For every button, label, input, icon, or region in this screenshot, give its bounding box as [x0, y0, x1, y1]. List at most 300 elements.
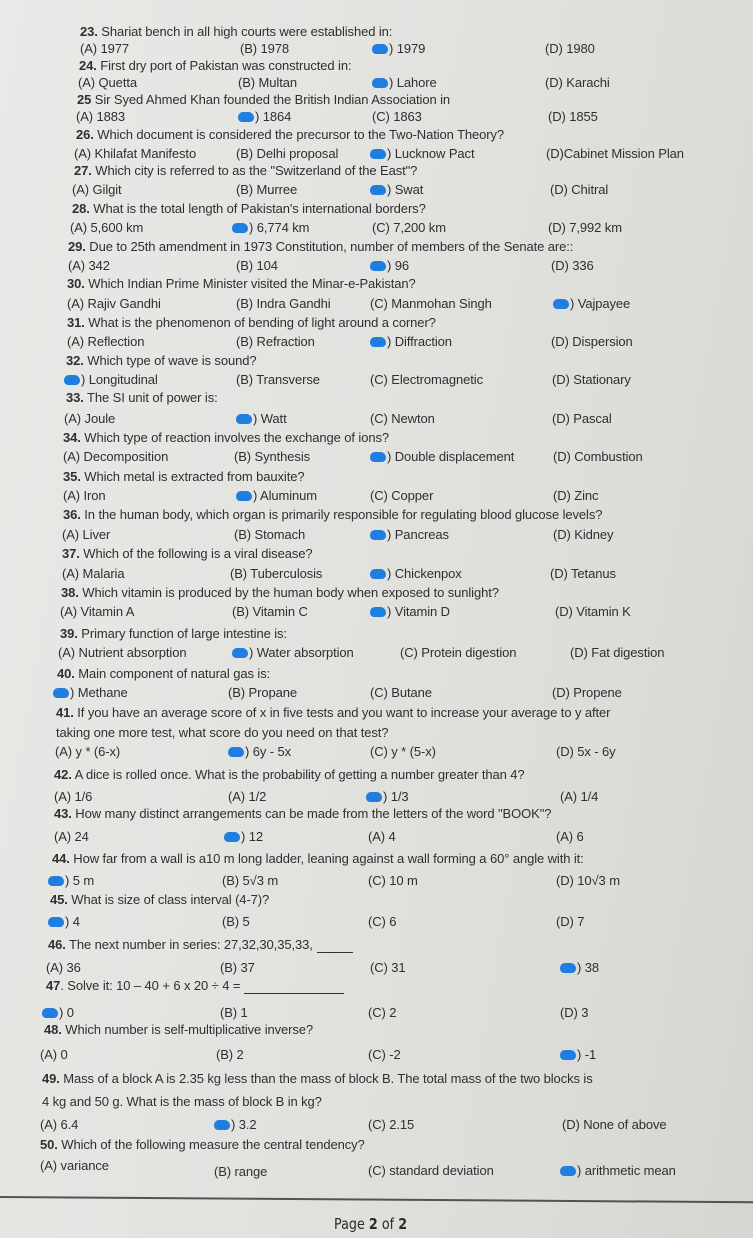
selected-answer-mark-icon — [370, 337, 386, 347]
question-28-option-b[interactable] — [232, 220, 309, 235]
question-40-option-d[interactable] — [552, 685, 622, 700]
option-label: (A) 4 — [368, 829, 396, 844]
question-42-text — [54, 767, 525, 782]
option-label: (A) 6 — [556, 829, 584, 844]
question-number: 38. — [61, 585, 79, 600]
option-label: ) Watt — [253, 411, 287, 426]
option-label: (A) variance — [40, 1158, 109, 1173]
option-label: (D) 1980 — [545, 41, 595, 56]
question-number: 40. — [57, 666, 75, 681]
question-31-option-a[interactable] — [67, 334, 144, 349]
question-24-option-d[interactable] — [545, 75, 610, 90]
question-36-option-c[interactable] — [370, 527, 449, 542]
option-label: (A) 342 — [68, 258, 110, 273]
question-33-option-d[interactable] — [552, 411, 612, 426]
question-26-option-d[interactable] — [546, 146, 684, 161]
question-41-option-d[interactable] — [556, 744, 616, 759]
question-stem: Shariat bench in all high courts were established in: — [97, 24, 393, 39]
question-stem: Which of the following is a viral disease? — [79, 546, 313, 561]
option-label: (B) Stomach — [234, 527, 306, 542]
question-24-option-b[interactable] — [238, 75, 297, 90]
question-37-option-a[interactable] — [62, 566, 124, 581]
question-44-option-a[interactable] — [48, 873, 94, 888]
option-label: (D) 336 — [551, 258, 594, 273]
question-46-option-a[interactable] — [46, 960, 81, 975]
question-27-option-c[interactable] — [370, 182, 423, 197]
question-23-text — [80, 24, 392, 39]
question-stem: Mass of a block A is 2.35 kg less than the mass of block B. The total mass of the two blocks is — [59, 1071, 593, 1086]
page-footer — [334, 1215, 407, 1233]
option-label: (A) Joule — [64, 411, 116, 426]
question-47-option-c[interactable] — [368, 1005, 396, 1020]
option-label: (D) Fat digestion — [570, 645, 665, 660]
question-34-option-a[interactable] — [63, 449, 168, 464]
question-stem: How many distinct arrangements can be made from the letters of the word "BOOK"? — [71, 806, 552, 821]
option-label: (D) 5x - 6y — [556, 744, 616, 759]
selected-answer-mark-icon — [370, 261, 386, 271]
option-label: (D) Pascal — [552, 411, 612, 426]
question-24-option-c[interactable] — [372, 75, 437, 90]
question-41-option-b[interactable] — [228, 744, 291, 759]
question-27-option-a[interactable] — [72, 182, 122, 197]
question-42-option-a[interactable] — [54, 789, 92, 804]
option-label: ) Water absorption — [249, 645, 354, 660]
question-48-text — [44, 1022, 313, 1037]
question-35-option-c[interactable] — [370, 488, 433, 503]
selected-answer-mark-icon — [560, 1050, 576, 1060]
question-25-option-a[interactable] — [76, 109, 125, 124]
option-label: (C) 6 — [368, 914, 397, 929]
question-stem: Which Indian Prime Minister visited the Minar-e-Pakistan? — [84, 276, 416, 291]
option-label: ) 6,774 km — [249, 220, 310, 235]
question-38-option-c[interactable] — [370, 604, 450, 619]
selected-answer-mark-icon — [366, 792, 382, 802]
question-number: 24. — [79, 58, 97, 73]
option-label: (C) -2 — [368, 1047, 401, 1062]
question-43-text — [54, 806, 551, 821]
question-44-option-b[interactable] — [222, 873, 278, 888]
selected-answer-mark-icon — [224, 832, 240, 842]
option-label: ) Swat — [387, 182, 424, 197]
option-label: (C) y * (5-x) — [370, 744, 436, 759]
option-label: ) Lucknow Pact — [387, 146, 475, 161]
option-label: (A) Khilafat Manifesto — [74, 146, 197, 161]
option-label: (A) Nutrient absorption — [58, 645, 187, 660]
option-label: (D) Chitral — [550, 182, 609, 197]
option-label: ) -1 — [577, 1047, 597, 1062]
selected-answer-mark-icon — [53, 688, 69, 698]
question-47-option-a[interactable] — [42, 1005, 74, 1020]
question-number: 28. — [72, 201, 90, 216]
question-30-option-b[interactable] — [236, 296, 331, 311]
question-46-text — [48, 937, 353, 953]
option-label: (A) Quetta — [78, 75, 137, 90]
selected-answer-mark-icon — [370, 452, 386, 462]
option-label: ) Aluminum — [253, 488, 318, 503]
question-stem: If you have an average score of x in five tests and you want to increase your average to y after — [73, 705, 611, 720]
footer-prefix: Page — [334, 1215, 369, 1233]
option-label: (C) standard deviation — [368, 1163, 494, 1178]
question-45-text — [50, 892, 269, 907]
question-43-option-d[interactable] — [556, 829, 584, 844]
selected-answer-mark-icon — [236, 414, 252, 424]
question-number: 48. — [44, 1022, 62, 1037]
question-42-option-b[interactable] — [228, 789, 266, 804]
question-34-option-d[interactable] — [553, 449, 643, 464]
option-label: (B) Multan — [238, 75, 297, 90]
question-stem: Which metal is extracted from bauxite? — [80, 469, 305, 484]
question-number: 42. — [54, 767, 72, 782]
question-number: 49. — [42, 1071, 60, 1086]
question-35-option-a[interactable] — [63, 488, 106, 503]
question-stem: . Solve it: 10 – 40 + 6 x 20 ÷ 4 = — [60, 978, 241, 993]
question-27-text — [74, 163, 417, 178]
question-50-text — [40, 1137, 365, 1152]
question-number: 25 — [77, 92, 92, 107]
selected-answer-mark-icon — [370, 607, 386, 617]
option-label: (D) Tetanus — [550, 566, 616, 581]
option-label: (A) Rajiv Gandhi — [67, 296, 161, 311]
question-stem: What is the total length of Pakistan's international borders? — [89, 201, 426, 216]
question-stem: Which vitamin is produced by the human body when exposed to sunlight? — [78, 585, 499, 600]
question-stem: The next number in series: 27,32,30,35,33, — [65, 937, 313, 952]
question-stem: First dry port of Pakistan was constructed in: — [96, 58, 352, 73]
question-26-option-a[interactable] — [74, 146, 196, 161]
question-35-option-d[interactable] — [553, 488, 598, 503]
option-label: (B) Murree — [236, 182, 298, 197]
option-label: (D) 1855 — [548, 109, 598, 124]
question-39-text — [60, 626, 287, 641]
question-29-text — [68, 239, 573, 254]
option-label: (A) Gilgit — [72, 182, 122, 197]
option-label: (B) Synthesis — [234, 449, 311, 464]
question-48-option-c[interactable] — [368, 1047, 401, 1062]
question-37-option-d[interactable] — [550, 566, 616, 581]
question-33-option-b[interactable] — [236, 411, 287, 426]
question-48-option-d[interactable] — [560, 1047, 596, 1062]
option-label: ) 4 — [65, 914, 80, 929]
option-label: (B) 5 — [222, 914, 250, 929]
option-label: (D) Kidney — [553, 527, 614, 542]
question-30-option-a[interactable] — [67, 296, 161, 311]
option-label: ) 38 — [577, 960, 600, 975]
option-label: (B) Indra Gandhi — [236, 296, 331, 311]
option-label: (A) Reflection — [67, 334, 145, 349]
question-23-option-d[interactable] — [545, 41, 595, 56]
question-41-option-a[interactable] — [55, 744, 120, 759]
option-label: (B) Tuberculosis — [230, 566, 323, 581]
question-29-option-a[interactable] — [68, 258, 110, 273]
option-label: ) arithmetic mean — [577, 1163, 676, 1178]
option-label: ) 1/3 — [383, 789, 409, 804]
footer-of: of — [377, 1215, 399, 1233]
question-44-text — [52, 851, 584, 866]
option-label: (B) 1 — [220, 1005, 248, 1020]
option-label: (A) 1/4 — [560, 789, 599, 804]
question-38-text — [61, 585, 499, 600]
question-number: 41. — [56, 705, 74, 720]
question-number: 31. — [67, 315, 85, 330]
question-49-option-c[interactable] — [368, 1117, 414, 1132]
question-38-option-d[interactable] — [555, 604, 631, 619]
question-31-option-d[interactable] — [551, 334, 633, 349]
option-label: ) Chickenpox — [387, 566, 462, 581]
question-30-option-c[interactable] — [370, 296, 492, 311]
question-27-option-d[interactable] — [550, 182, 608, 197]
option-label: (D) 7 — [556, 914, 585, 929]
question-34-option-b[interactable] — [234, 449, 310, 464]
selected-answer-mark-icon — [48, 876, 64, 886]
option-label: ) Lahore — [389, 75, 437, 90]
option-label: ) 6y - 5x — [245, 744, 292, 759]
question-27-option-b[interactable] — [236, 182, 297, 197]
question-31-option-b[interactable] — [236, 334, 315, 349]
option-label: ) Diffraction — [387, 334, 452, 349]
question-stem: In the human body, which organ is primarily responsible for regulating blood glucose levels? — [80, 507, 603, 522]
option-label: (A) y * (6-x) — [55, 744, 121, 759]
option-label: ) 5 m — [65, 873, 95, 888]
option-label: (A) 36 — [46, 960, 81, 975]
option-label: (D)Cabinet Mission Plan — [546, 146, 684, 161]
question-number: 44. — [52, 851, 70, 866]
question-number: 35. — [63, 469, 81, 484]
question-50-option-a[interactable] — [40, 1158, 109, 1173]
question-stem: What is size of class interval (4-7)? — [67, 892, 270, 907]
question-stem: Which type of reaction involves the exchange of ions? — [80, 430, 390, 445]
question-34-option-c[interactable] — [370, 449, 514, 464]
option-label: (D) Dispersion — [551, 334, 633, 349]
option-label: (B) Refraction — [236, 334, 315, 349]
question-number: 30. — [67, 276, 85, 291]
question-24-option-a[interactable] — [78, 75, 137, 90]
question-43-option-a[interactable] — [54, 829, 89, 844]
question-34-text — [63, 430, 389, 445]
question-number: 50. — [40, 1137, 58, 1152]
question-31-text — [67, 315, 436, 330]
question-38-option-a[interactable] — [60, 604, 134, 619]
question-35-option-b[interactable] — [236, 488, 317, 503]
question-41-text — [56, 705, 610, 720]
question-23-option-a[interactable] — [80, 41, 129, 56]
question-39-option-d[interactable] — [570, 645, 664, 660]
question-45-option-a[interactable] — [48, 914, 80, 929]
question-48-option-b[interactable] — [216, 1047, 244, 1062]
question-43-option-b[interactable] — [224, 829, 263, 844]
question-33-option-c[interactable] — [370, 411, 435, 426]
question-49-text-continued: 4 kg and 50 g. What is the mass of block B in kg? — [42, 1094, 322, 1109]
question-48-option-a[interactable] — [40, 1047, 68, 1062]
question-50-option-d[interactable] — [560, 1163, 676, 1178]
question-29-option-d[interactable] — [551, 258, 594, 273]
question-stem: Which of the following measure the central tendency? — [57, 1137, 365, 1152]
selected-answer-mark-icon — [560, 963, 576, 973]
option-label: (B) 1978 — [240, 41, 290, 56]
question-25-option-c[interactable] — [372, 109, 422, 124]
selected-answer-mark-icon — [214, 1120, 230, 1130]
option-label: (D) 7,992 km — [548, 220, 622, 235]
question-23-option-c[interactable] — [372, 41, 425, 56]
question-37-option-b[interactable] — [230, 566, 322, 581]
option-label: ) Vitamin D — [387, 604, 450, 619]
option-label: (C) Newton — [370, 411, 435, 426]
selected-answer-mark-icon — [232, 648, 248, 658]
selected-answer-mark-icon — [372, 78, 388, 88]
question-26-option-c[interactable] — [370, 146, 474, 161]
option-label: ) Methane — [70, 685, 128, 700]
option-label: (D) Vitamin K — [555, 604, 631, 619]
question-49-option-b[interactable] — [214, 1117, 257, 1132]
option-label: (A) Decomposition — [63, 449, 169, 464]
question-39-option-b[interactable] — [232, 645, 354, 660]
question-36-option-d[interactable] — [553, 527, 613, 542]
option-label: ) 96 — [387, 258, 410, 273]
question-stem: What is the phenomenon of bending of light around a corner? — [84, 315, 436, 330]
question-36-option-a[interactable] — [62, 527, 110, 542]
selected-answer-mark-icon — [560, 1166, 576, 1176]
question-31-option-c[interactable] — [370, 334, 452, 349]
question-23-option-b[interactable] — [240, 41, 289, 56]
question-36-text — [63, 507, 602, 522]
question-39-option-a[interactable] — [58, 645, 186, 660]
option-label: (A) Iron — [63, 488, 106, 503]
option-label: (B) range — [214, 1164, 268, 1179]
question-45-option-b[interactable] — [222, 914, 250, 929]
question-number: 46. — [48, 937, 66, 952]
question-29-option-c[interactable] — [370, 258, 409, 273]
question-25-option-d[interactable] — [548, 109, 598, 124]
question-33-text — [66, 390, 218, 405]
question-28-option-a[interactable] — [70, 220, 143, 235]
question-44-option-d[interactable] — [556, 873, 620, 888]
option-label: ) 0 — [59, 1005, 74, 1020]
question-stem: Due to 25th amendment in 1973 Constitution, number of members of the Senate are:: — [85, 239, 574, 254]
question-46-option-c[interactable] — [370, 960, 406, 975]
question-37-option-c[interactable] — [370, 566, 462, 581]
question-45-option-d[interactable] — [556, 914, 584, 929]
option-label: (B) Vitamin C — [232, 604, 308, 619]
question-number: 34. — [63, 430, 81, 445]
selected-answer-mark-icon — [553, 299, 569, 309]
question-stem: Sir Syed Ahmed Khan founded the British Indian Association in — [91, 92, 451, 107]
option-label: (A) 5,600 km — [70, 220, 144, 235]
question-47-option-b[interactable] — [220, 1005, 248, 1020]
option-label: (C) 1863 — [372, 109, 422, 124]
question-28-text — [72, 201, 426, 216]
question-number: 37. — [62, 546, 80, 561]
question-49-option-a[interactable] — [40, 1117, 78, 1132]
selected-answer-mark-icon — [228, 747, 244, 757]
question-41-option-c[interactable] — [370, 744, 436, 759]
answer-blank — [244, 978, 344, 994]
question-25-option-b[interactable] — [238, 109, 291, 124]
question-number: 26. — [76, 127, 94, 142]
question-47-option-d[interactable] — [560, 1005, 588, 1020]
question-stem: How far from a wall is a10 m long ladder, leaning against a wall forming a 60° angle with it: — [69, 851, 584, 866]
question-24-text — [79, 58, 351, 73]
option-label: (A) 1883 — [76, 109, 126, 124]
option-label: (B) 37 — [220, 960, 255, 975]
option-label: (A) 1977 — [80, 41, 130, 56]
question-29-option-b[interactable] — [236, 258, 278, 273]
question-36-option-b[interactable] — [234, 527, 305, 542]
selected-answer-mark-icon — [48, 917, 64, 927]
question-44-option-c[interactable] — [368, 873, 418, 888]
footer-page-number: 2 — [368, 1215, 378, 1233]
question-46-option-b[interactable] — [220, 960, 255, 975]
question-50-option-b[interactable] — [214, 1164, 267, 1179]
question-49-option-d[interactable] — [562, 1117, 667, 1132]
option-label: (D) Stationary — [552, 372, 631, 387]
question-28-option-d[interactable] — [548, 220, 622, 235]
question-number: 27. — [74, 163, 92, 178]
question-26-option-b[interactable] — [236, 146, 338, 161]
question-46-option-d[interactable] — [560, 960, 599, 975]
question-30-option-d[interactable] — [553, 296, 630, 311]
question-47-text — [46, 978, 344, 994]
question-40-option-a[interactable] — [53, 685, 128, 700]
question-49-text — [42, 1071, 593, 1086]
option-label: (A) 1/2 — [228, 789, 267, 804]
option-label: (C) 2.15 — [368, 1117, 415, 1132]
option-label: (C) 10 m — [368, 873, 418, 888]
option-label: ) Vajpayee — [570, 296, 631, 311]
question-38-option-b[interactable] — [232, 604, 308, 619]
question-32-option-c[interactable] — [370, 372, 483, 387]
option-label: (D) 3 — [560, 1005, 589, 1020]
option-label: (C) Manmohan Singh — [370, 296, 492, 311]
option-label: (B) 104 — [236, 258, 278, 273]
option-label: (A) 24 — [54, 829, 89, 844]
question-32-option-b[interactable] — [236, 372, 320, 387]
option-label: ) Longitudinal — [81, 372, 158, 387]
question-number: 36. — [63, 507, 81, 522]
selected-answer-mark-icon — [236, 491, 252, 501]
option-label: ) 12 — [241, 829, 264, 844]
question-45-option-c[interactable] — [368, 914, 396, 929]
question-32-option-d[interactable] — [552, 372, 631, 387]
selected-answer-mark-icon — [370, 530, 386, 540]
question-stem: Main component of natural gas is: — [74, 666, 271, 681]
option-label: ) Pancreas — [387, 527, 449, 542]
question-stem: Which type of wave is sound? — [83, 353, 257, 368]
question-42-option-c[interactable] — [366, 789, 409, 804]
question-number: 32. — [66, 353, 84, 368]
question-stem: Primary function of large intestine is: — [77, 626, 287, 641]
option-label: (B) Transverse — [236, 372, 320, 387]
question-33-option-a[interactable] — [64, 411, 115, 426]
question-43-option-c[interactable] — [368, 829, 396, 844]
question-40-text — [57, 666, 270, 681]
selected-answer-mark-icon — [42, 1008, 58, 1018]
question-stem: Which document is considered the precursor to the Two-Nation Theory? — [93, 127, 505, 142]
question-40-option-c[interactable] — [370, 685, 432, 700]
question-42-option-d[interactable] — [560, 789, 598, 804]
question-40-option-b[interactable] — [228, 685, 297, 700]
question-39-option-c[interactable] — [400, 645, 516, 660]
option-label: (A) Malaria — [62, 566, 125, 581]
question-26-text — [76, 127, 504, 142]
option-label: (C) 31 — [370, 960, 406, 975]
question-stem: The SI unit of power is: — [83, 390, 218, 405]
question-28-option-c[interactable] — [372, 220, 446, 235]
option-label: (D) Zinc — [553, 488, 599, 503]
question-32-option-a[interactable] — [64, 372, 158, 387]
question-number: 47 — [46, 978, 61, 993]
selected-answer-mark-icon — [232, 223, 248, 233]
option-label: (D) Combustion — [553, 449, 643, 464]
question-50-option-c[interactable] — [368, 1163, 494, 1178]
option-label: ) 3.2 — [231, 1117, 257, 1132]
